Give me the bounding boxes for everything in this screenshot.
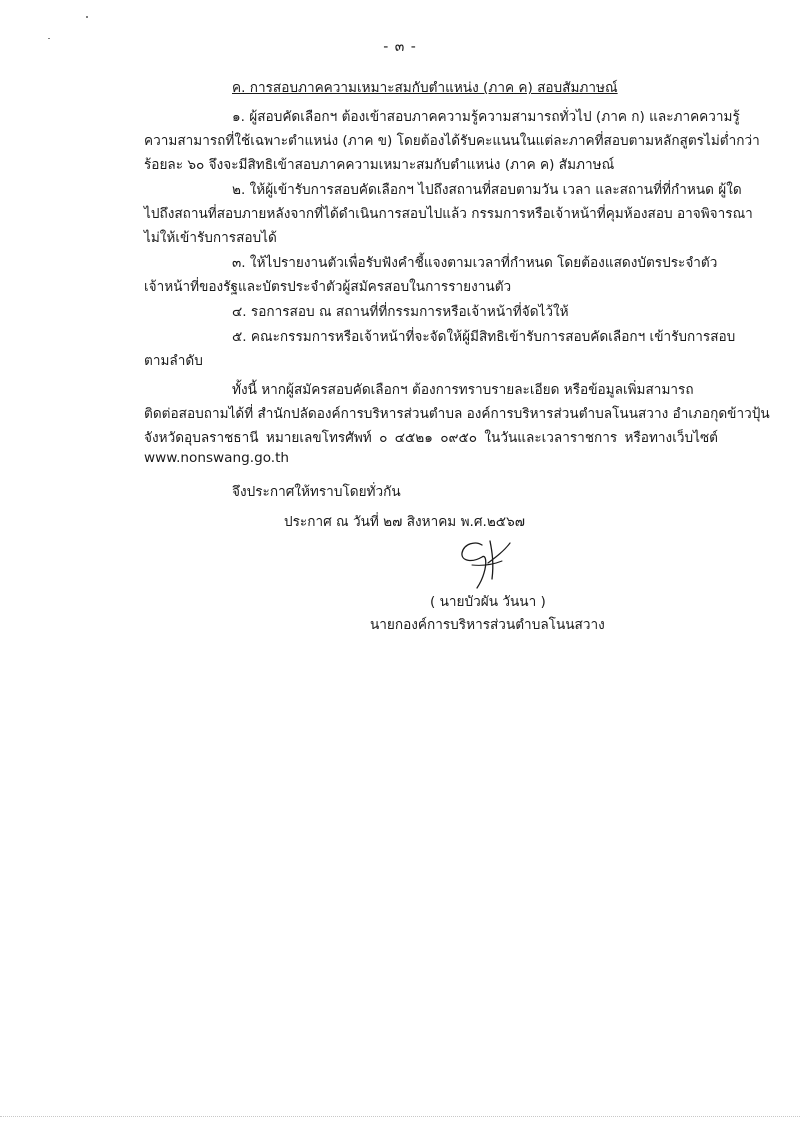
signature-image [452,535,522,591]
signer-title: นายกองค์การบริหารส่วนตำบลโนนสวาง [370,617,605,633]
item-5-line-2: ตามลำดับ [144,353,203,369]
section-heading: ค. การสอบภาคความเหมาะสมกับตำแหน่ง (ภาค ค) สอบสัมภาษณ์ [232,80,618,96]
item-3-line-2: เจ้าหน้าที่ของรัฐและบัตรประจำตัวผู้สมัครสอบในการรายงานตัว [144,279,512,295]
contact-line-2: ติดต่อสอบถามได้ที่ สำนักปลัดองค์การบริหารส่วนตำบล องค์การบริหารส่วนตำบลโนนสวาง อำเภอกุดข้าวปุ้น [144,406,770,422]
announcement-line: จึงประกาศให้ทราบโดยทั่วกัน [232,484,401,500]
item-2-line-2: ไปถึงสถานที่สอบภายหลังจากที่ได้ดำเนินการสอบไปแล้ว กรรมการหรือเจ้าหน้าที่คุมห้องสอบ อาจพิจารณา [144,206,753,222]
scan-speck [86,16,88,18]
item-2-line-1: ๒. ให้ผู้เข้ารับการสอบคัดเลือกฯ ไปถึงสถานที่สอบตามวัน เวลา และสถานที่ที่กำหนด ผู้ใด [232,182,742,198]
contact-line-3: จังหวัดอุบลราชธานี หมายเลขโทรศัพท์ ๐ ๔๕๒๑ ๐๙๕๐ ในวันและเวลาราชการ หรือทางเว็บไซต์ [144,430,718,446]
scan-edge-line [0,1116,800,1118]
announcement-date: ประกาศ ณ วันที่ ๒๗ สิงหาคม พ.ศ.๒๕๖๗ [284,514,525,530]
contact-website: www.nonswang.go.th [144,450,290,466]
item-3-line-1: ๓. ให้ไปรายงานตัวเพื่อรับฟังคำชี้แจงตามเวลาที่กำหนด โดยต้องแสดงบัตรประจำตัว [232,255,718,271]
page-number: - ๓ - [383,39,417,55]
item-1-line-1: ๑. ผู้สอบคัดเลือกฯ ต้องเข้าสอบภาคความรู้ความสามารถทั่วไป (ภาค ก) และภาคความรู้ [232,109,740,125]
contact-line-1: ทั้งนี้ หากผู้สมัครสอบคัดเลือกฯ ต้องการทราบรายละเอียด หรือข้อมูลเพิ่มสามารถ [232,382,694,398]
item-4-line-1: ๔. รอการสอบ ณ สถานที่ที่กรรมการหรือเจ้าหน้าที่จัดไว้ให้ [232,304,569,320]
item-5-line-1: ๕. คณะกรรมการหรือเจ้าหน้าที่จะจัดให้ผู้มีสิทธิเข้ารับการสอบคัดเลือกฯ เข้ารับการสอบ [232,329,736,345]
signer-name: ( นายบัวผัน วันนา ) [430,594,546,610]
item-1-line-3: ร้อยละ ๖๐ จึงจะมีสิทธิเข้าสอบภาคความเหมาะสมกับตำแหน่ง (ภาค ค) สัมภาษณ์ [144,157,615,173]
item-1-line-2: ความสามารถที่ใช้เฉพาะตำแหน่ง (ภาค ข) โดยต้องได้รับคะแนนในแต่ละภาคที่สอบตามหลักสูตรไม่ต่ำกว่า [144,133,760,149]
item-2-line-3: ไม่ให้เข้ารับการสอบได้ [144,230,277,246]
